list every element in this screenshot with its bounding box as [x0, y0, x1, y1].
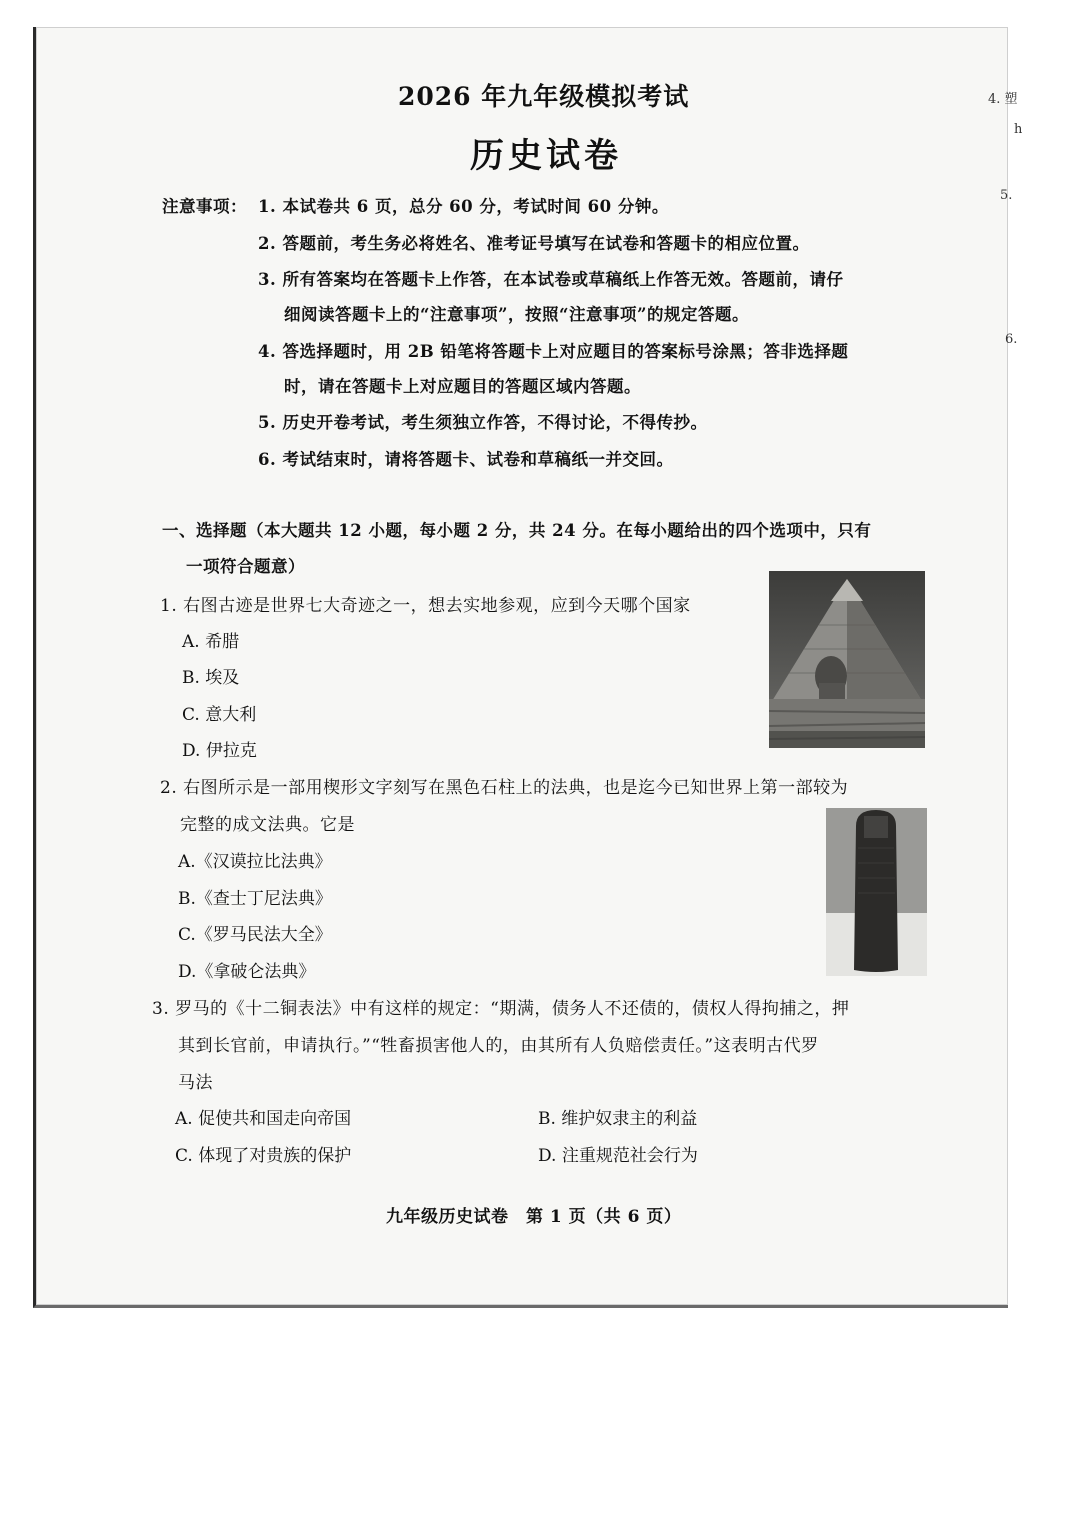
question-3-stem-cont: 其到长官前，申请执行。”“牲畜损害他人的，由其所有人负赔偿责任。”这表明古代罗 — [178, 1036, 819, 1056]
note-line: 4. 答选择题时，用 2B 铅笔将答题卡上对应题目的答案标号涂黑；答非选择题 — [258, 342, 849, 361]
note-line: 2. 答题前，考生务必将姓名、准考证号填写在试卷和答题卡的相应位置。 — [258, 234, 810, 253]
section-heading: 一、选择题（本大题共 12 小题，每小题 2 分，共 24 分。在每小题给出的四个选项中，只有 — [162, 521, 872, 540]
note-line: 时，请在答题卡上对应题目的答题区域内答题。 — [284, 377, 641, 396]
question-3-stem: 3. 罗马的《十二铜表法》中有这样的规定：“期满，债务人不还债的，债权人得拘捕之，押 — [152, 999, 850, 1019]
question-3-option-b: B. 维护奴隶主的利益 — [538, 1109, 698, 1129]
question-1-option-d: D. 伊拉克 — [182, 741, 257, 761]
question-1-option-c: C. 意大利 — [182, 705, 257, 725]
note-line: 6. 考试结束时，请将答题卡、试卷和草稿纸一并交回。 — [258, 450, 674, 469]
section-heading-cont: 一项符合题意） — [186, 557, 305, 576]
question-3-option-c: C. 体现了对贵族的保护 — [175, 1146, 352, 1166]
question-1-option-b: B. 埃及 — [182, 668, 240, 688]
question-3-option-a: A. 促使共和国走向帝国 — [175, 1109, 352, 1129]
question-2-option-c: C.《罗马民法大全》 — [178, 925, 332, 945]
note-line: 3. 所有答案均在答题卡上作答，在本试卷或草稿纸上作答无效。答题前，请仔 — [258, 270, 844, 289]
edge-fragment: 6. — [1005, 332, 1018, 347]
question-2-option-d: D.《拿破仑法典》 — [178, 962, 316, 982]
note-line: 细阅读答题卡上的“注意事项”，按照“注意事项”的规定答题。 — [284, 305, 749, 324]
question-2-option-b: B.《查士丁尼法典》 — [178, 889, 332, 909]
exam-title: 2026 年九年级模拟考试 — [398, 82, 690, 111]
question-2-stem: 2. 右图所示是一部用楔形文字刻写在黑色石柱上的法典，也是迄今已知世界上第一部较为 — [160, 778, 849, 798]
question-2-stem-cont: 完整的成文法典。它是 — [180, 815, 355, 835]
question-2-option-a: A.《汉谟拉比法典》 — [178, 852, 332, 872]
page-footer: 九年级历史试卷 第 1 页（共 6 页） — [386, 1207, 682, 1227]
note-line: 5. 历史开卷考试，考生须独立作答，不得讨论，不得传抄。 — [258, 413, 708, 432]
subject-title: 历史试卷 — [470, 136, 622, 176]
note-line: 1. 本试卷共 6 页，总分 60 分，考试时间 60 分钟。 — [258, 197, 669, 216]
question-1-stem: 1. 右图古迹是世界七大奇迹之一，想去实地参观，应到今天哪个国家 — [160, 596, 691, 616]
code-stele-image — [826, 808, 927, 976]
notes-label: 注意事项： — [162, 197, 247, 216]
question-3-stem-cont: 马法 — [178, 1073, 213, 1093]
pyramid-sphinx-image — [769, 571, 925, 748]
edge-fragment: 4. 塑 — [988, 92, 1018, 107]
question-1-option-a: A. 希腊 — [182, 632, 240, 652]
question-3-option-d: D. 注重规范社会行为 — [538, 1146, 698, 1166]
edge-fragment: h — [1014, 122, 1023, 137]
edge-fragment: 5. — [1000, 188, 1013, 203]
